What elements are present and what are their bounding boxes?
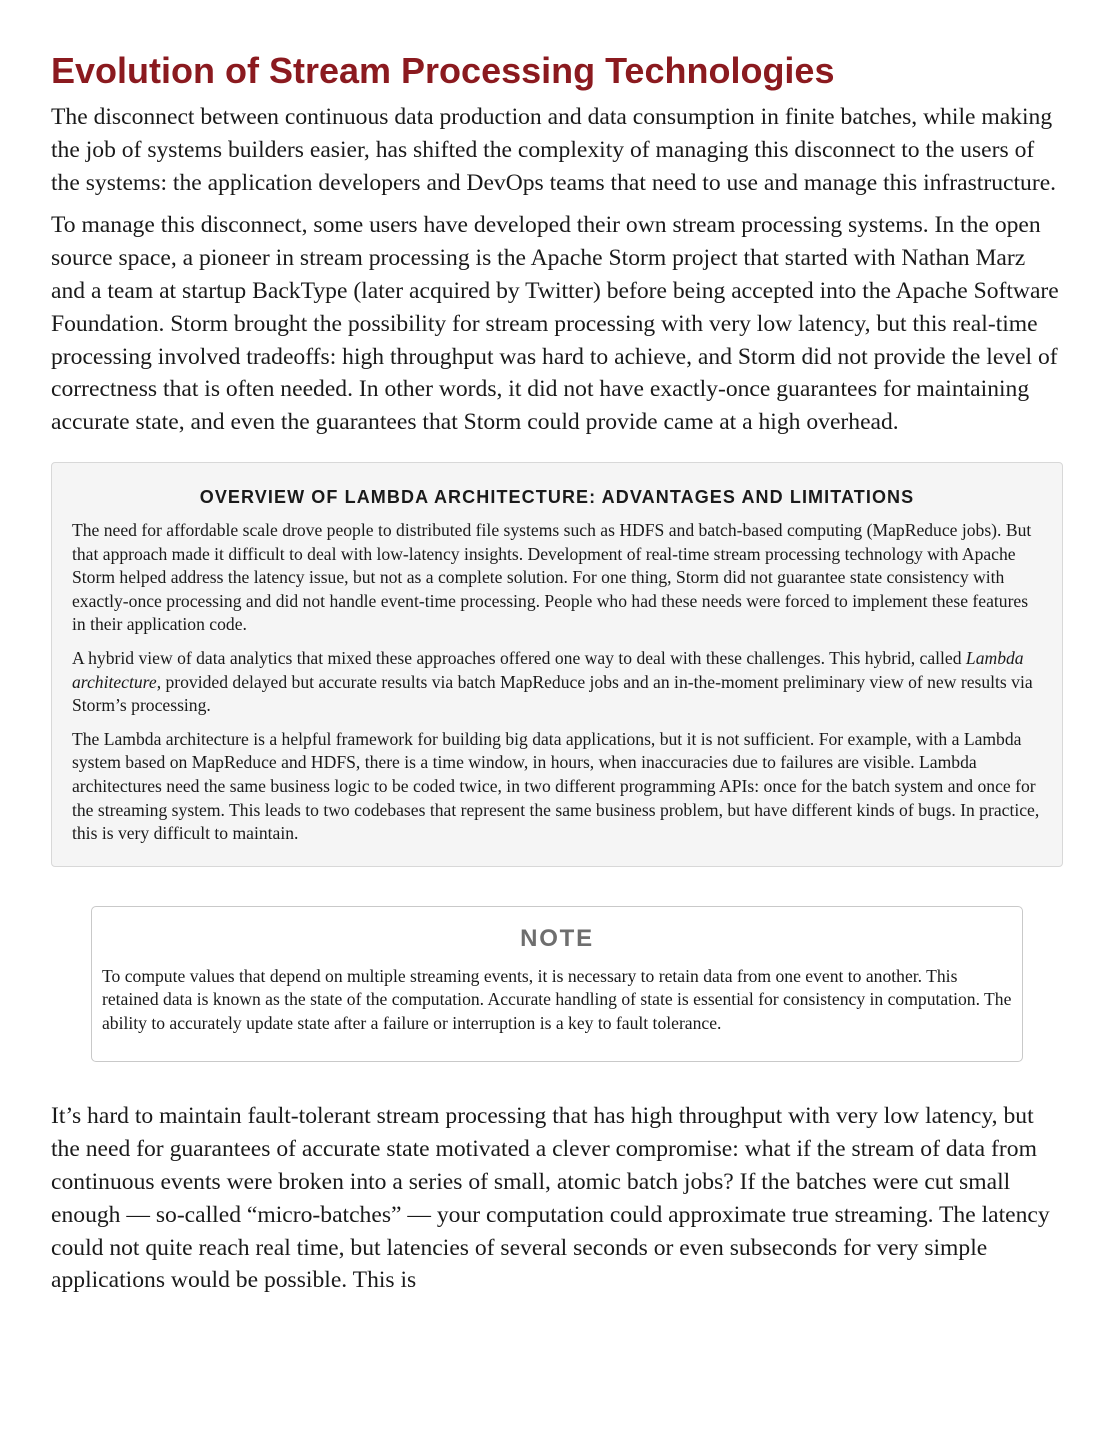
lambda-architecture-term: Lambda architecture	[72, 647, 1024, 692]
note-body: To compute values that depend on multiple streaming events, it is necessary to retain data from one event to another. This retained data is known as the state of the computation. Accurate handling of state is essential for consistency in computation. The ability to accurately update state after a failure or interruption is a key to fault tolerance.	[102, 965, 1012, 1033]
lambda-architecture-sidebar	[51, 462, 1063, 867]
document-page	[51, 48, 1063, 1307]
sidebar-paragraph	[72, 647, 1042, 718]
sidebar-title: OVERVIEW OF LAMBDA ARCHITECTURE: ADVANTAGES AND LIMITATIONS	[199, 486, 915, 507]
body-paragraph: It’s hard to maintain fault-tolerant stream processing that has high throughput with very low latency, but the need for guarantees of accurate state motivated a clever compromise: what if the stream of data from continuous events were broken into a series of small, atomic batch jobs? If the batches were cut small enough — so-called “micro-batches” — your computation could approximate true streaming. The latency could not quite reach real time, but latencies of several seconds or even subseconds for very simple applications would be possible. This is	[51, 1103, 1050, 1294]
body-paragraph: The disconnect between continuous data production and data consumption in finite batches, while making the job of systems builders easier, has shifted the complexity of managing this disconnect to the users of the systems: the application developers and DevOps teams that need to use and manage this infrastructure.	[51, 104, 1057, 196]
sidebar-text: , provided delayed but accurate results via batch MapReduce jobs and an in-the-moment preliminary view of new results via Storm’s processing.	[72, 671, 1033, 716]
sidebar-paragraph: The Lambda architecture is a helpful framework for building big data applications, but it is not sufficient. For example, with a Lambda system based on MapReduce and HDFS, there is a time window, in hours, when inaccuracies due to failures are visible. Lambda architectures need the same business logic to be coded twice, in two different programming APIs: once for the batch system and once for the streaming system. This leads to two codebases that represent the same business problem, but have different kinds of bugs. In practice, this is very difficult to maintain.	[72, 728, 1040, 844]
section-title: Evolution of Stream Processing Technologies	[51, 50, 835, 91]
body-paragraph: To manage this disconnect, some users have developed their own stream processing systems. In the open source space, a pioneer in stream processing is the Apache Storm project that started with Nathan Marz and a team at startup BackType (later acquired by Twitter) before being accepted into the Apache Software Foundation. Storm brought the possibility for stream processing with very low latency, but this real-time processing involved tradeoffs: high throughput was hard to achieve, and Storm did not provide the level of correctness that is often needed. In other words, it did not have exactly-once guarantees for maintaining accurate state, and even the guarantees that Storm could provide came at a high overhead.	[51, 212, 1059, 436]
sidebar-paragraph: The need for affordable scale drove people to distributed file systems such as HDFS and batch-based computing (MapReduce jobs). But that approach made it difficult to deal with low-latency insights. Development of real-time stream processing technology with Apache Storm helped address the latency issue, but not as a complete solution. For one thing, Storm did not guarantee state consistency with exactly-once processing and did not handle event-time processing. People who had these needs were forced to implement these features in their application code.	[72, 519, 1032, 635]
sidebar-text: A hybrid view of data analytics that mixed these approaches offered one way to deal with these challenges. This hybrid, called	[72, 647, 966, 668]
note-title: NOTE	[520, 924, 594, 952]
note-box	[91, 906, 1023, 1063]
